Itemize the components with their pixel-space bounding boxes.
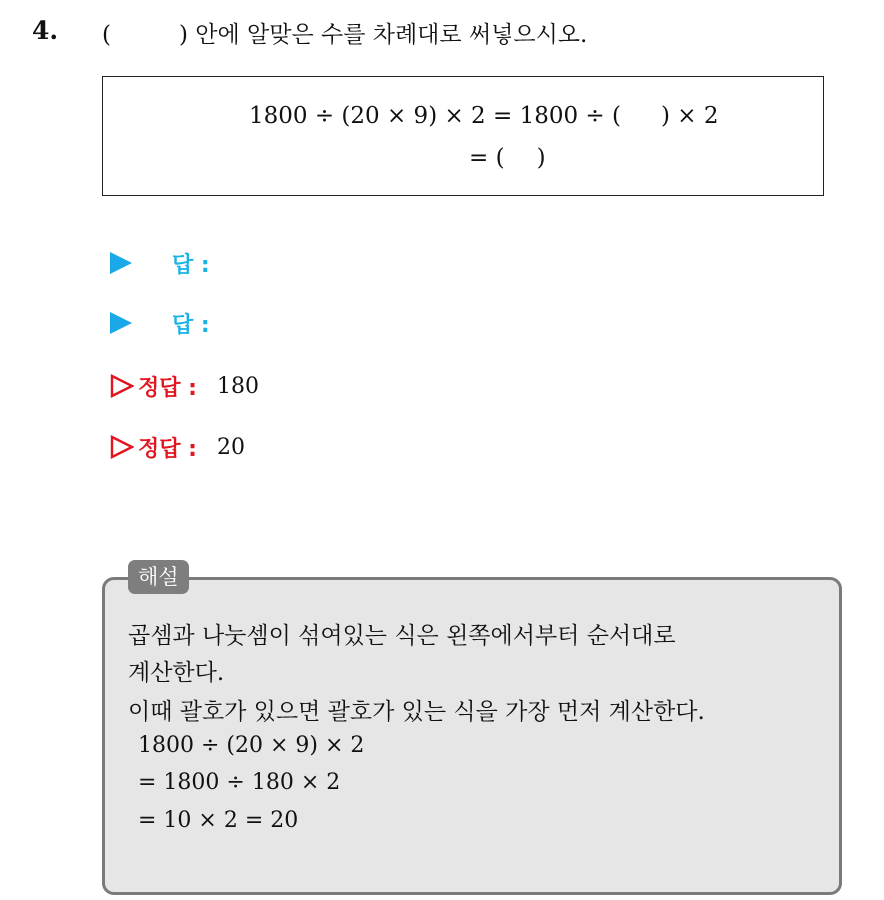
outline-triangle-icon (110, 435, 134, 459)
equation-box (102, 76, 824, 196)
solution-label: 정답 : (138, 436, 197, 462)
explanation-tag: 해설 (128, 560, 189, 594)
equation-line-2-right: ) (536, 145, 546, 171)
question-text (102, 16, 587, 49)
solution-value: 20 (216, 434, 245, 460)
equation-line-2-left: = ( (469, 145, 505, 171)
question-prompt: ) 안에 알맞은 수를 차례대로 써넣으시오. (178, 22, 588, 48)
play-triangle-icon (110, 312, 132, 334)
equation-line-1-left: 1800 ÷ (20 × 9) × 2 = 1800 ÷ ( (249, 103, 621, 129)
question-number: 4. (32, 16, 59, 45)
outline-triangle-icon (110, 374, 134, 398)
answer-label: 답 : (172, 312, 210, 338)
answer-label: 답 : (172, 252, 210, 278)
explanation-math-line: 1800 ÷ (20 × 9) × 2 (138, 733, 365, 758)
solution-value: 180 (216, 373, 259, 399)
answer-row-1 (110, 248, 210, 278)
solution-row-2 (110, 432, 245, 462)
play-triangle-icon (110, 252, 132, 274)
open-paren: ( (102, 22, 111, 48)
equation-line-1 (249, 103, 719, 129)
explanation-math-line: = 1800 ÷ 180 × 2 (138, 770, 341, 795)
equation-line-2 (469, 145, 546, 171)
explanation-line: 이때 괄호가 있으면 괄호가 있는 식을 가장 먼저 계산한다. (128, 699, 705, 725)
explanation-line: 계산한다. (128, 660, 225, 686)
solution-row-1 (110, 371, 259, 401)
explanation-line: 곱셈과 나눗셈이 섞여있는 식은 왼쪽에서부터 순서대로 (128, 623, 676, 649)
equation-line-1-right: ) × 2 (661, 103, 719, 129)
explanation-math-line: = 10 × 2 = 20 (138, 808, 299, 833)
answer-row-2 (110, 308, 210, 338)
solution-label: 정답 : (138, 375, 197, 401)
